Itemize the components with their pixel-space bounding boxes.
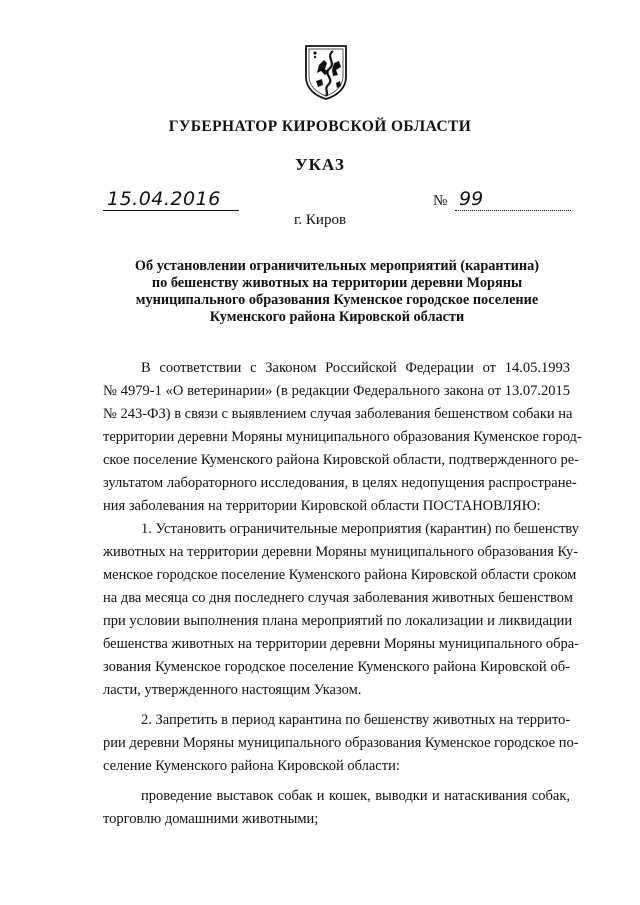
issuing-authority: ГУБЕРНАТОР КИРОВСКОЙ ОБЛАСТИ — [168, 118, 472, 135]
text-line: при условии выполнения плана мероприятий по локализации и ликвидации — [103, 613, 573, 629]
text-line: ское поселение Куменского района Кировской области, подтвержденного ре- — [103, 452, 580, 468]
text-line: селение Куменского района Кировской области: — [103, 758, 400, 774]
text-line: бешенства животных на территории деревни Моряны муниципального обра- — [103, 636, 579, 652]
decree-date: 15.04.2016 — [103, 188, 239, 211]
text-line: животных на территории деревни Моряны муниципального образования Ку- — [103, 544, 579, 560]
clause-2-paragraph — [103, 709, 579, 778]
text-line: 1. Установить ограничительные мероприятия (карантин) по бешенству — [141, 521, 580, 537]
preamble-paragraph — [103, 357, 582, 518]
decree-title — [104, 258, 570, 326]
text-line: проведение выставок собак и кошек, выводки и натаскивания собак, — [141, 788, 570, 804]
text-line: менское городское поселение Куменского района Кировской области сроком — [103, 567, 577, 583]
title-line: по бешенству животных на территории деревни Моряны — [151, 275, 523, 291]
text-line: № 4979-1 «О ветеринарии» (в редакции Федерального закона от 13.07.2015 — [103, 383, 570, 399]
text-line: зования Куменское городское поселение Куменского района Кировской об- — [103, 659, 570, 675]
decree-number-label: № — [433, 193, 448, 209]
text-line: В соответствии с Законом Российской Федерации от 14.05.1993 — [141, 360, 570, 376]
decree-number: 99 — [455, 188, 571, 211]
kirov-oblast-coat-of-arms-icon — [303, 43, 349, 101]
text-line: зультатом лабораторного исследования, в целях недопущения распростране- — [103, 475, 577, 491]
text-line: ния заболевания на территории Кировской области ПОСТАНОВЛЯЮ: — [103, 498, 541, 514]
text-line: № 243-ФЗ) в связи с выявлением случая заболевания бешенством собаки на — [103, 406, 573, 422]
title-line: Об установлении ограничительных мероприятий (карантина) — [134, 258, 540, 274]
title-line: Куменского района Кировской области — [209, 309, 465, 325]
decree-body — [103, 357, 582, 831]
clause-2-item-paragraph — [103, 785, 570, 831]
text-line: территории деревни Моряны муниципального образования Куменское город- — [103, 429, 582, 445]
text-line: ласти, утвержденного настоящим Указом. — [103, 682, 362, 698]
city: г. Киров — [293, 212, 347, 228]
document-type: УКАЗ — [295, 155, 345, 174]
text-line: рии деревни Моряны муниципального образования Куменское городское по- — [103, 735, 579, 751]
clause-1-paragraph — [103, 518, 580, 702]
text-line: торговлю домашними животными; — [103, 811, 319, 827]
text-line: на два месяца со дня последнего случая заболевания животных бешенством — [103, 590, 573, 606]
title-line: муниципального образования Куменское городское поселение — [135, 292, 539, 308]
text-line: 2. Запретить в период карантина по бешенству животных на террито- — [141, 712, 571, 728]
